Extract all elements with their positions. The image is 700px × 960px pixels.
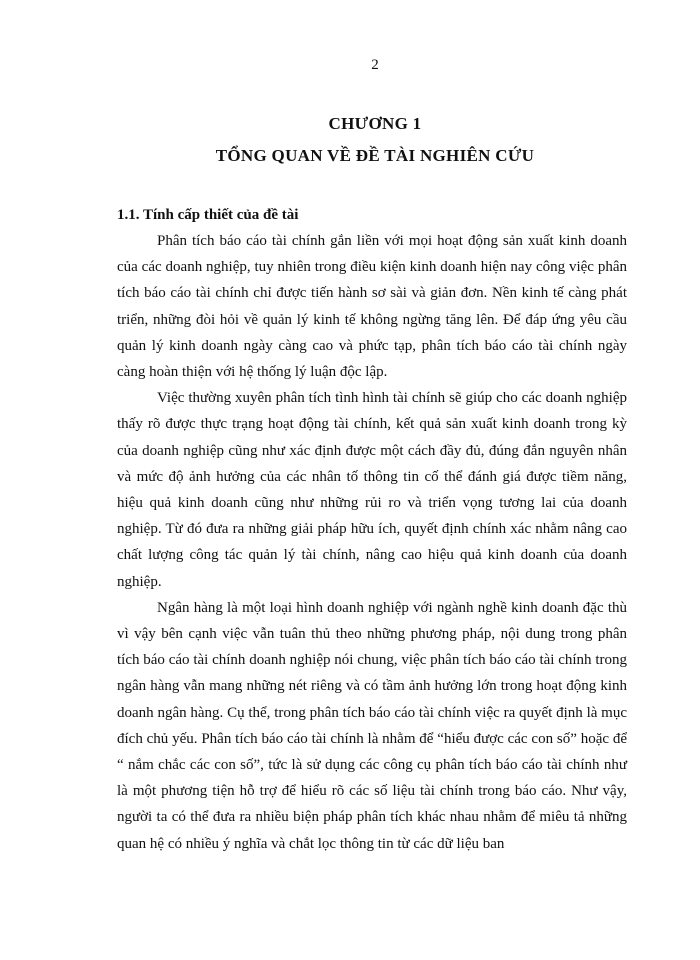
section-heading: 1.1. Tính cấp thiết của đề tài (117, 207, 299, 223)
chapter-title: TỔNG QUAN VỀ ĐỀ TÀI NGHIÊN CỨU (215, 146, 535, 165)
paragraph-3: Ngân hàng là một loại hình doanh nghiệp với ngành nghề kinh doanh đặc thù vì vậy bên cạnh việc vẫn tuân thủ theo những phương pháp, nội dung trong phân tích báo cáo tài chính doanh nghiệp nói chung, việc phân tích báo cáo tài chính trong ngân hàng vẫn mang những nét riêng và có tầm ảnh hưởng lớn trong hoạt động kinh doanh ngân hàng. Cụ thể, trong phân tích báo cáo tài chính việc ra quyết định là mục đích chủ yếu. Phân tích báo cáo tài chính là nhằm để “hiểu được các con số” hoặc để “ nắm chắc các con số”, tức là sử dụng các công cụ phân tích báo cáo tài chính như là một phương tiện hỗ trợ để hiểu rõ các số liệu tài chính trong báo cáo. Như vậy, người ta có thể đưa ra nhiều biện pháp phân tích khác nhau nhằm để miêu tả những quan hệ có nhiều ý nghĩa và chắt lọc thông tin từ các dữ liệu ban (117, 599, 627, 852)
paragraph-2: Việc thường xuyên phân tích tình hình tài chính sẽ giúp cho các doanh nghiệp thấy rõ được thực trạng hoạt động tài chính, kết quả sản xuất kinh doanh trong kỳ của doanh nghiệp cũng như xác định được một cách đầy đủ, đúng đắn nguyên nhân và mức độ ảnh hưởng của các nhân tố thông tin cố thể đánh giá được tiềm năng, hiệu quả kinh doanh cũng như những rủi ro và triển vọng tương lai của doanh nghiệp. Từ đó đưa ra những giải pháp hữu ích, quyết định chính xác nhằm nâng cao chất lượng công tác quản lý tài chính, nâng cao hiệu quả kinh doanh của doanh nghiệp. (117, 390, 627, 590)
paragraph-1: Phân tích báo cáo tài chính gắn liền với mọi hoạt động sản xuất kinh doanh của các doanh nghiệp, tuy nhiên trong điều kiện kinh doanh hiện nay công việc phân tích báo cáo tài chính chỉ được tiến hành sơ sài và giản đơn. Nền kinh tế càng phát triển, những đòi hỏi về quản lý kinh tế không ngừng tăng lên. Để đáp ứng yêu cầu quản lý kinh doanh ngày càng cao và phức tạp, phân tích báo cáo tài chính ngày càng hoàn thiện với hệ thống lý luận độc lập. (117, 233, 627, 381)
chapter-label: CHƯƠNG 1 (328, 114, 422, 133)
body-text (117, 228, 627, 857)
page-number: 2 (371, 57, 379, 73)
